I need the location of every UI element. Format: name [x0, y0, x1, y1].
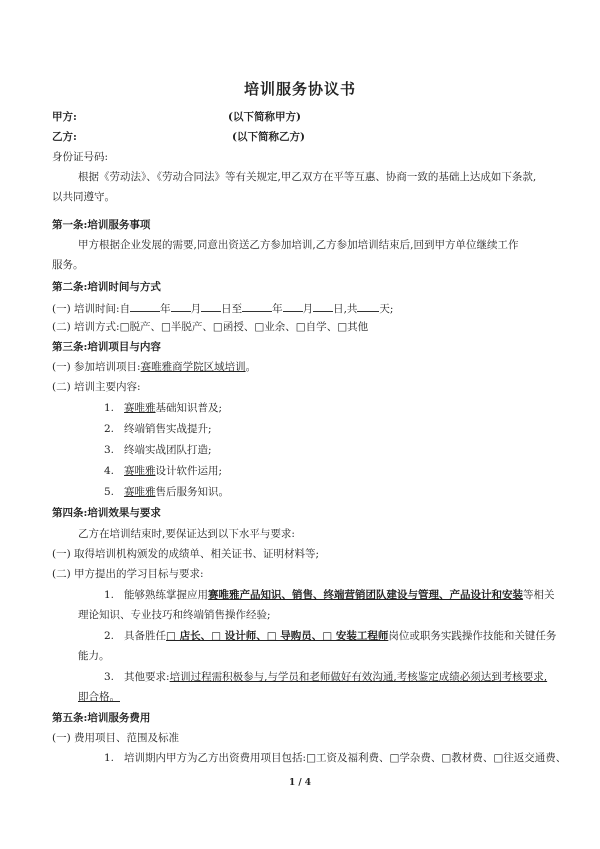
goal-text: 能够熟练掌握应用: [124, 589, 209, 601]
training-project-prefix: (一) 参加培训项目:: [52, 361, 141, 373]
goal-text: 其他要求:: [124, 671, 170, 683]
goal-1-line-1: [104, 588, 555, 602]
position-checkboxes[interactable]: □ 店长、□ 设计师、□ 导购员、□ 安装工程师: [166, 630, 389, 642]
item-brand: 赛唯雅: [124, 402, 156, 414]
goal-text: 具备胜任: [124, 630, 167, 642]
item-number: 1.: [104, 402, 115, 414]
training-mode-line: (二) 培训方式:□脱产、□半脱产、□函授、□业余、□自学、□其他: [52, 321, 369, 333]
item-text: 设计软件运用;: [155, 465, 223, 477]
content-item-5: [104, 485, 229, 499]
id-number-label: 身份证号码:: [52, 151, 109, 163]
start-month-blank[interactable]: [171, 300, 191, 312]
item-number: 3.: [104, 444, 115, 456]
item-brand: 赛唯雅: [124, 465, 156, 477]
end-year-blank[interactable]: [242, 300, 272, 312]
item-number: 1.: [104, 752, 115, 764]
mode-checkbox-fulltime[interactable]: □脱产: [119, 321, 151, 333]
end-day-blank[interactable]: [313, 300, 333, 312]
party-a-label: 甲方:: [52, 111, 77, 123]
preamble-line-2: 以共同遵守。: [52, 191, 115, 203]
goal-3-line-2: 即合格。: [78, 691, 120, 703]
training-mode-prefix: (二) 培训方式:: [52, 321, 120, 333]
content-item-2: [104, 422, 212, 436]
goal-2-line-2: 能力。: [78, 650, 110, 662]
section-1-heading: 第一条:培训服务事项: [52, 219, 151, 231]
goal-text-end: 等相关: [523, 589, 555, 601]
goal-number: 2.: [104, 630, 115, 642]
training-project-end: 。: [245, 361, 257, 373]
goal-highlight: 赛唯雅产品知识、销售、终端营销团队建设与管理、产品设计和安装: [208, 589, 524, 601]
month-label-2: 月: [302, 303, 314, 315]
start-year-blank[interactable]: [130, 300, 160, 312]
year-label-1: 年: [160, 303, 171, 315]
goal-1-line-2: 理论知识、专业技巧和终端销售操作经验;: [78, 609, 271, 621]
content-item-1: [104, 401, 222, 415]
content-item-3: [104, 443, 212, 457]
item-text: 售后服务知识。: [155, 486, 230, 498]
fee-item-1: [104, 751, 566, 765]
page-number: 1 / 4: [288, 778, 312, 788]
item-text: 培训期内甲方为乙方出资费用项目包括:□工资及福利费、□学杂费、□教材费、□往返交通费、: [124, 752, 567, 764]
year-label-2: 年: [272, 303, 283, 315]
item-brand: 赛唯雅: [124, 486, 156, 498]
mode-checkbox-correspondence[interactable]: □函授: [212, 321, 244, 333]
training-time-line: [52, 300, 393, 316]
section-1-para-line-2: 服务。: [52, 259, 84, 271]
document-title: 培训服务协议书: [243, 80, 356, 98]
item-text: 基础知识普及;: [155, 402, 223, 414]
start-day-blank[interactable]: [201, 300, 221, 312]
section-2-heading: 第二条:培训时间与方式: [52, 281, 161, 293]
goal-number: 3.: [104, 671, 115, 683]
goal-underlined-text: 培训过程需积极参与,与学员和老师做好有效沟通,考核鉴定成绩必须达到考核要求,: [169, 671, 548, 683]
item-number: 2.: [104, 423, 115, 435]
mode-checkbox-selfstudy[interactable]: □自学: [295, 321, 327, 333]
training-project-line: [52, 360, 256, 374]
section-1-para-line-1: 甲方根据企业发展的需要,同意出资送乙方参加培训,乙方参加培训结束后,回到甲方单位继续工作: [78, 239, 519, 251]
goal-text-end: 岗位或职务实践操作技能和关键任务: [388, 630, 557, 642]
training-time-prefix: (一) 培训时间:自: [52, 303, 131, 315]
preamble-line-1: 根据《劳动法》、《劳动合同法》等有关规定,甲乙双方在平等互惠、协商一致的基础上达成如下条款,: [78, 171, 537, 183]
section-4-heading: 第四条:培训效果与要求: [52, 507, 161, 519]
mode-checkbox-other[interactable]: □其他: [337, 321, 369, 333]
item-text: 终端销售实战提升;: [124, 423, 212, 435]
section-3-heading: 第三条:培训项目与内容: [52, 341, 161, 353]
goal-number: 1.: [104, 589, 115, 601]
total-days-blank[interactable]: [357, 300, 379, 312]
item-number: 4.: [104, 465, 115, 477]
party-b-label: 乙方:: [52, 131, 77, 143]
requirement-2: (二) 甲方提出的学习目标与要求:: [52, 568, 204, 580]
end-month-blank[interactable]: [283, 300, 303, 312]
requirement-1: (一) 取得培训机构颁发的成绩单、相关证书、证明材料等;: [52, 548, 320, 560]
section-5-sub-1: (一) 费用项目、范围及标准: [52, 732, 180, 744]
content-item-4: [104, 464, 222, 478]
item-number: 5.: [104, 486, 115, 498]
party-b-note: (以下简称乙方): [232, 131, 305, 143]
training-project-value: 赛唯雅商学院区域培训: [140, 361, 246, 373]
day-label-1: 日至: [221, 303, 243, 315]
mode-checkbox-sparetime[interactable]: □业余: [254, 321, 286, 333]
item-text: 终端实战团队打造;: [124, 444, 212, 456]
goal-2-line-1: [104, 629, 556, 643]
goal-3-line-1: [104, 670, 547, 684]
mode-checkbox-parttime[interactable]: □半脱产: [161, 321, 203, 333]
day-label-2: 日,共: [333, 303, 358, 315]
training-content-prefix: (二) 培训主要内容:: [52, 381, 141, 393]
section-5-heading: 第五条:培训服务费用: [52, 712, 151, 724]
month-label-1: 月: [190, 303, 202, 315]
section-4-intro: 乙方在培训结束时,要保证达到以下水平与要求:: [78, 528, 295, 540]
days-label: 天;: [379, 303, 394, 315]
party-a-note: (以下简称甲方): [228, 111, 301, 123]
